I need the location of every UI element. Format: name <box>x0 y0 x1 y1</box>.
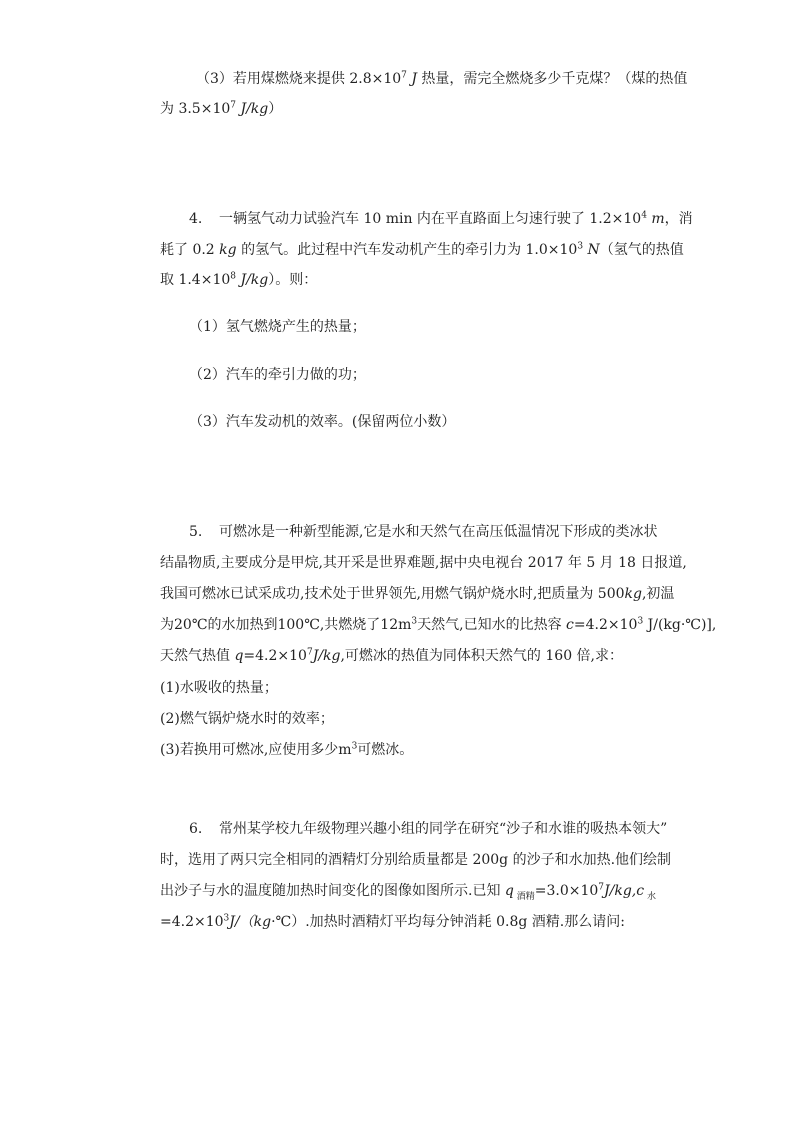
problem-6-line-2: 时，选用了两只完全相同的酒精灯分别给质量都是 200g 的沙子和水加热.他们绘制 <box>160 852 672 868</box>
superscript: 7 <box>401 70 407 81</box>
text: ，消 <box>664 211 693 227</box>
unit: J <box>406 71 417 87</box>
text: （氢气的热值 <box>599 242 684 258</box>
unit: J/kg <box>236 272 269 288</box>
text: 天然气,已知水的比热容 <box>417 617 567 633</box>
problem-4-sub-3: （3）汽车发动机的效率。(保留两位小数） <box>189 414 456 430</box>
problem-4-line-3 <box>160 271 317 289</box>
problem-5-line-2: 结晶物质,主要成分是甲烷,其开采是世界难题,据中央电视台 2017 年 5 月 18 日报道, <box>160 555 687 571</box>
text: 出沙子与水的温度随加热时间变化的图像如图所示.已知 <box>160 883 505 899</box>
unit: J/（ <box>229 914 254 930</box>
problem-4-sub-2: （2）汽车的牵引力做的功； <box>189 367 366 383</box>
unit: kg <box>253 914 272 930</box>
unit: kg <box>624 586 642 602</box>
subscript: 水 <box>644 891 656 902</box>
unit: J/kg, <box>604 883 637 899</box>
text: ）。则： <box>268 272 318 288</box>
problem-5-sub-1: (1)水吸收的热量； <box>160 680 278 696</box>
text: 可燃冰。 <box>357 742 414 758</box>
unit: J/kg <box>236 101 269 117</box>
problem-6-line-3 <box>160 882 656 900</box>
text: ） <box>268 101 283 117</box>
text: =4.2×10 <box>573 617 638 633</box>
unit: kg <box>219 242 237 258</box>
text: =4.2×10 <box>243 648 307 664</box>
text: 常州某学校九年级物理兴趣小组的同学在研究“沙子和水谁的吸热本领大” <box>219 821 668 837</box>
text: 一辆氢气动力试验汽车 10 min 内在平直路面上匀速行驶了 1.2×10 <box>219 211 642 227</box>
text: 可燃冰是一种新型能源,它是水和天然气在高压低温情况下形成的类冰状 <box>219 524 658 540</box>
superscript: 7 <box>598 882 605 893</box>
superscript: 7 <box>306 647 313 658</box>
superscript: 3 <box>411 616 418 627</box>
text: ·℃）.加热时酒精灯平均每分钟消耗 0.8g 酒精.那么请问: <box>271 914 625 930</box>
problem-6-line-1 <box>189 820 667 838</box>
text: 耗了 0.2 <box>160 242 220 258</box>
text: 的氢气。此过程中汽车发动机产生的牵引力为 1.0×10 <box>236 242 578 258</box>
superscript: 3 <box>577 241 584 252</box>
superscript: 3 <box>351 741 358 752</box>
q3-line-2 <box>160 100 282 118</box>
subscript: 酒精 <box>513 891 535 902</box>
q3-line-1 <box>196 70 687 88</box>
superscript: 8 <box>230 271 236 282</box>
text: 取 1.4×10 <box>160 272 231 288</box>
problem-5-line-5 <box>160 647 623 665</box>
variable: c <box>566 617 574 633</box>
problem-4-sub-1: （1）氢气燃烧产生的热量； <box>189 319 366 335</box>
problem-5-line-1 <box>189 523 657 541</box>
problem-4-line-1 <box>189 210 693 228</box>
unit: N <box>583 242 600 258</box>
problem-5-line-4 <box>160 616 716 634</box>
text: （3）若用煤燃烧来提供 2.8×10 <box>196 71 402 87</box>
problem-5-sub-2: (2)燃气锅炉烧水时的效率； <box>160 711 334 727</box>
superscript: 3 <box>223 913 230 924</box>
superscript: 4 <box>641 210 647 221</box>
problem-number: 6. <box>189 821 203 837</box>
text: 我国可燃冰已试采成功,技术处于世界领先,用燃气锅炉烧水时,把质量为 500 <box>160 586 625 602</box>
text: (3)若换用可燃冰,应使用多少m <box>160 742 352 758</box>
text: 为20℃的水加热到100℃,共燃烧了12m <box>160 617 412 633</box>
unit: J/(kg·℃)], <box>643 617 717 633</box>
text: 为 3.5×10 <box>160 101 231 117</box>
variable: q <box>504 883 514 899</box>
text: 天然气热值 <box>160 648 235 664</box>
unit: m <box>646 211 665 227</box>
unit: J/kg <box>312 648 341 664</box>
text: =3.0×10 <box>534 883 599 899</box>
text: 热量，需完全燃烧多少千克煤？（煤的热值 <box>416 71 688 87</box>
superscript: 3 <box>637 616 644 627</box>
text: =4.2×10 <box>160 914 224 930</box>
problem-5-sub-3 <box>160 741 413 759</box>
superscript: 7 <box>230 100 236 111</box>
problem-number: 5. <box>189 524 203 540</box>
problem-5-line-3 <box>160 585 674 603</box>
problem-4-line-2 <box>160 241 684 259</box>
text: ,初温 <box>641 586 675 602</box>
problem-number: 4. <box>189 211 203 227</box>
variable: c <box>636 883 645 899</box>
problem-6-line-4 <box>160 913 625 931</box>
variable: q <box>234 648 244 664</box>
text: ,可燃冰的热值为同体积天然气的 160 倍,求： <box>340 648 624 664</box>
